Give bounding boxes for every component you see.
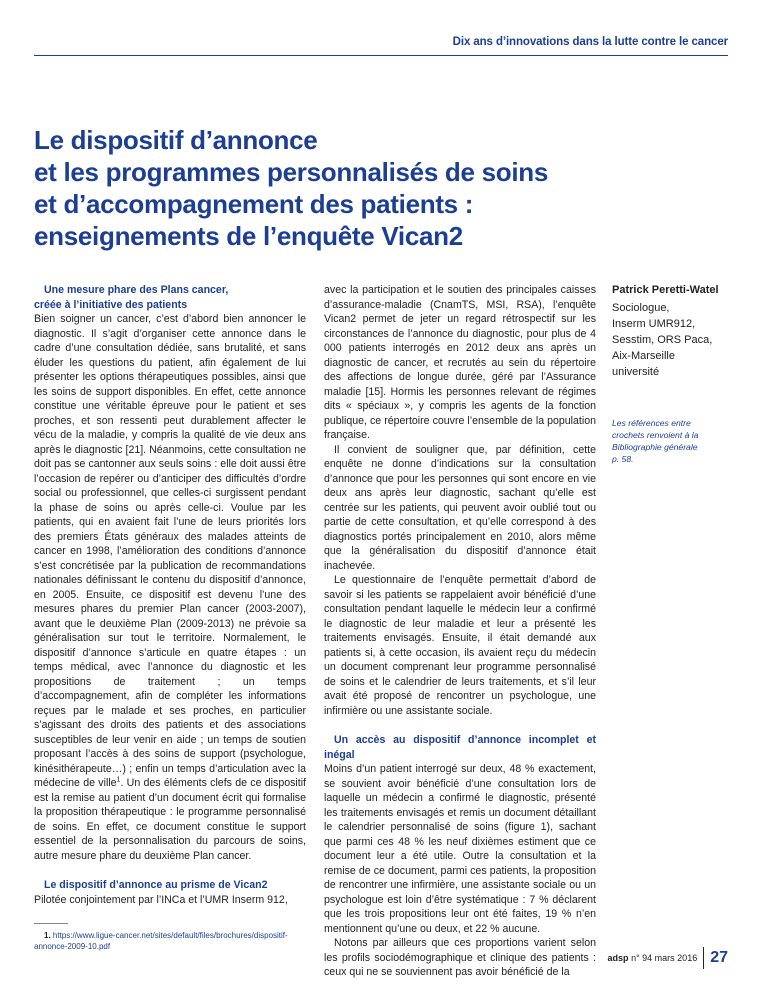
body-paragraph: Pilotée conjointement par l’INCa et l’UMR Inserm 912,	[34, 893, 288, 906]
journal-issue	[608, 953, 698, 963]
page-folio	[608, 947, 728, 969]
body-text: . Un des éléments clefs de ce dispositif est la remise au patient d’un document écrit qui formalise la proposition thérapeutique : le programme personnalisé de soins. En effet, ce document constitue le support essentiel de la personnalisation du parcours de soins, autre mesure phare du deuxième Plan cancer.	[34, 777, 306, 862]
footnote-marker: 1	[116, 776, 121, 784]
section-heading: Un accès au dispositif d’annonce incomplet et inégal	[324, 734, 596, 761]
journal-name: adsp	[607, 953, 629, 963]
affiliation-line: Aix-Marseille	[612, 350, 675, 362]
affiliation-line: université	[612, 366, 660, 378]
note-line: Bibliographie générale	[612, 442, 698, 452]
body-paragraph: Le questionnaire de l’enquête permettait d’abord de savoir si les patients se rappelaient avoir bénéficié d’une consultation pendant laquelle le médecin leur a confirmé le diagnostic de leur maladie et leur a présenté les traitements envisagés. Ensuite, il était demandé aux patients si, à cette occasion, ils avaient reçu du médecin un document comprenant leur programme personnalisé de soins et le calendrier de leurs traitements, et s’il leur avait été proposé de rencontrer un psychologue, une infirmière ou une assistante sociale.	[324, 574, 596, 717]
title-line: Le dispositif d’annonce	[34, 125, 318, 155]
affiliation-line: Sociologue,	[612, 302, 670, 314]
page-number: 27	[710, 949, 728, 966]
note-line: p. 58.	[612, 454, 634, 464]
affiliation-line: Inserm UMR912,	[612, 318, 696, 330]
note-line: Les références entre	[612, 418, 691, 428]
column-middle	[324, 283, 596, 980]
body-paragraph: avec la participation et le soutien des principales caisses d’assurance-maladie (CnamTS, MSI, RSA), l’enquête Vican2 permet de jeter un regard rétrospectif sur les circonstances de l’annonce du diagnostic, pour plus de 4 000 patients interrogés en 2012 deux ans après un diagnostic de cancer, et recrutés au sein du répertoire des affections de longue durée, géré par l’Assurance maladie [15]. Hormis les personnes relevant de régimes dits « spéciaux », y compris les agents de la fonction publique, ce répertoire couvre l’ensemble de la population française.	[324, 284, 596, 441]
body-paragraph	[34, 312, 306, 863]
section-heading: Le dispositif d’annonce au prisme de Vican2	[44, 879, 268, 891]
title-line: et les programmes personnalisés de soins	[34, 157, 548, 187]
section-heading-line: créée à l’initiative des patients	[34, 298, 188, 311]
body-text: Bien soigner un cancer, c’est d’abord bien annoncer le diagnostic. Il s’agit d’organiser cette annonce dans le cadre d’une consultation dédiée, sans brutalité, et sans éluder les questions du patient, afin également de lui présenter les options thérapeutiques possibles, ainsi que les soins de support disponibles. En effet, cette annonce constitue une véritable épreuve pour le patient et ses proches, et son ressenti peut durablement affecter le vécu de la maladie, y compris la qualité de vie deux ans après le diagnostic [21]. Néanmoins, cette consultation ne doit pas se cantonner aux seuls soins : elle doit aussi être l’occasion de repérer ou d’anticiper des difficultés d’ordre social ou professionnel, que celles-ci surgissent pendant la phase de soins ou après celle-ci. Voulue par les patients, qui en avaient fait l’une de leurs priorités lors des premiers États généraux des malades atteints de cancer en 1998, l’amélioration des conditions d’annonce s’est concrétisée par la publication de recommandations nationales définissant le contenu du dispositif d’annonce, en 2005. Ensuite, ce dispositif est devenu l’une des mesures phares du premier Plan cancer (2003-2007), avant que le deuxième Plan (2009-2013) ne prévoie sa généralisation sur tout le territoire. Normalement, le dispositif d’annonce s’articule en quatre étapes : un temps médical, avec l’annonce du diagnostic et les propositions de traitement ; un temps d’accompagnement, afin de compléter les informations reçues par le malade et ses proches, en particulier s’agissant des droits des patients et des associations susceptibles de leur venir en aide ; un temps de soutien proposant l’accès à des soins de support (psychologue, kinésithérapeute…) ; enfin un temps d’articulation avec la médecine de ville	[34, 313, 306, 789]
note-line: crochets renvoient à la	[612, 430, 699, 440]
title-line: enseignements de l’enquête Vican2	[34, 221, 463, 251]
body-paragraph: Moins d’un patient interrogé sur deux, 48 % exactement, se souvient avoir bénéficié d’une consultation lors de laquelle un médecin a confirmé le diagnostic, présenté les traitements envisagés et remis un document détaillant le calendrier personnalisé de soins (figure 1), sachant que parmi ces 48 % les neuf dixièmes estiment que ce document leur a été utile. Outre la consultation et la remise de ce document, parmi ces patients, la proposition de rencontrer une infirmière, une assistante sociale ou un psychologue est loin d’être systématique : 7 % déclarent que les trois propositions leur ont été faites, 19 % n’en mentionnent qu’une ou deux, et 22 % aucune.	[324, 763, 596, 935]
affiliation-line: Sesstim, ORS Paca,	[612, 334, 713, 346]
section-heading-line: Une mesure phare des Plans cancer,	[44, 284, 229, 296]
author-affiliation	[612, 300, 742, 380]
article-title	[34, 124, 674, 252]
header-rule	[34, 55, 728, 56]
body-paragraph: Notons par ailleurs que ces proportions varient selon les profils sociodémographique et clinique des patients : ceux qui ne se souviennent pas avoir bénéficié de la	[324, 937, 596, 978]
footnote-number: 1.	[44, 931, 51, 940]
running-head: Dix ans d’innovations dans la lutte contre le cancer	[452, 36, 728, 48]
footnote	[34, 930, 306, 952]
body-paragraph: Il convient de souligner que, par définition, cette enquête ne donne d’indications sur la consultation d’annonce que pour les personnes qui sont encore en vie deux ans après leur diagnostic, sachant qu’elle est centrée sur les patients, qui peuvent avoir oublié tout ou partie de cette consultation, et qu’elle correspond à des diagnostics portés principalement en 2010, alors même que la généralisation du dispositif d’annonce était inachevée.	[324, 443, 596, 572]
title-line: et d’accompagnement des patients :	[34, 189, 474, 219]
column-left	[34, 283, 306, 952]
references-note	[612, 417, 732, 465]
folio-divider	[703, 947, 704, 969]
footnote-rule	[34, 923, 68, 924]
section-heading	[34, 283, 306, 312]
issue-label: n° 94 mars 2016	[631, 953, 698, 963]
footnote-link[interactable]: https://www.ligue-cancer.net/sites/default/files/brochures/dispositif-annonce-2009-10.pdf	[34, 931, 288, 951]
author-name: Patrick Peretti-Watel	[612, 284, 719, 296]
